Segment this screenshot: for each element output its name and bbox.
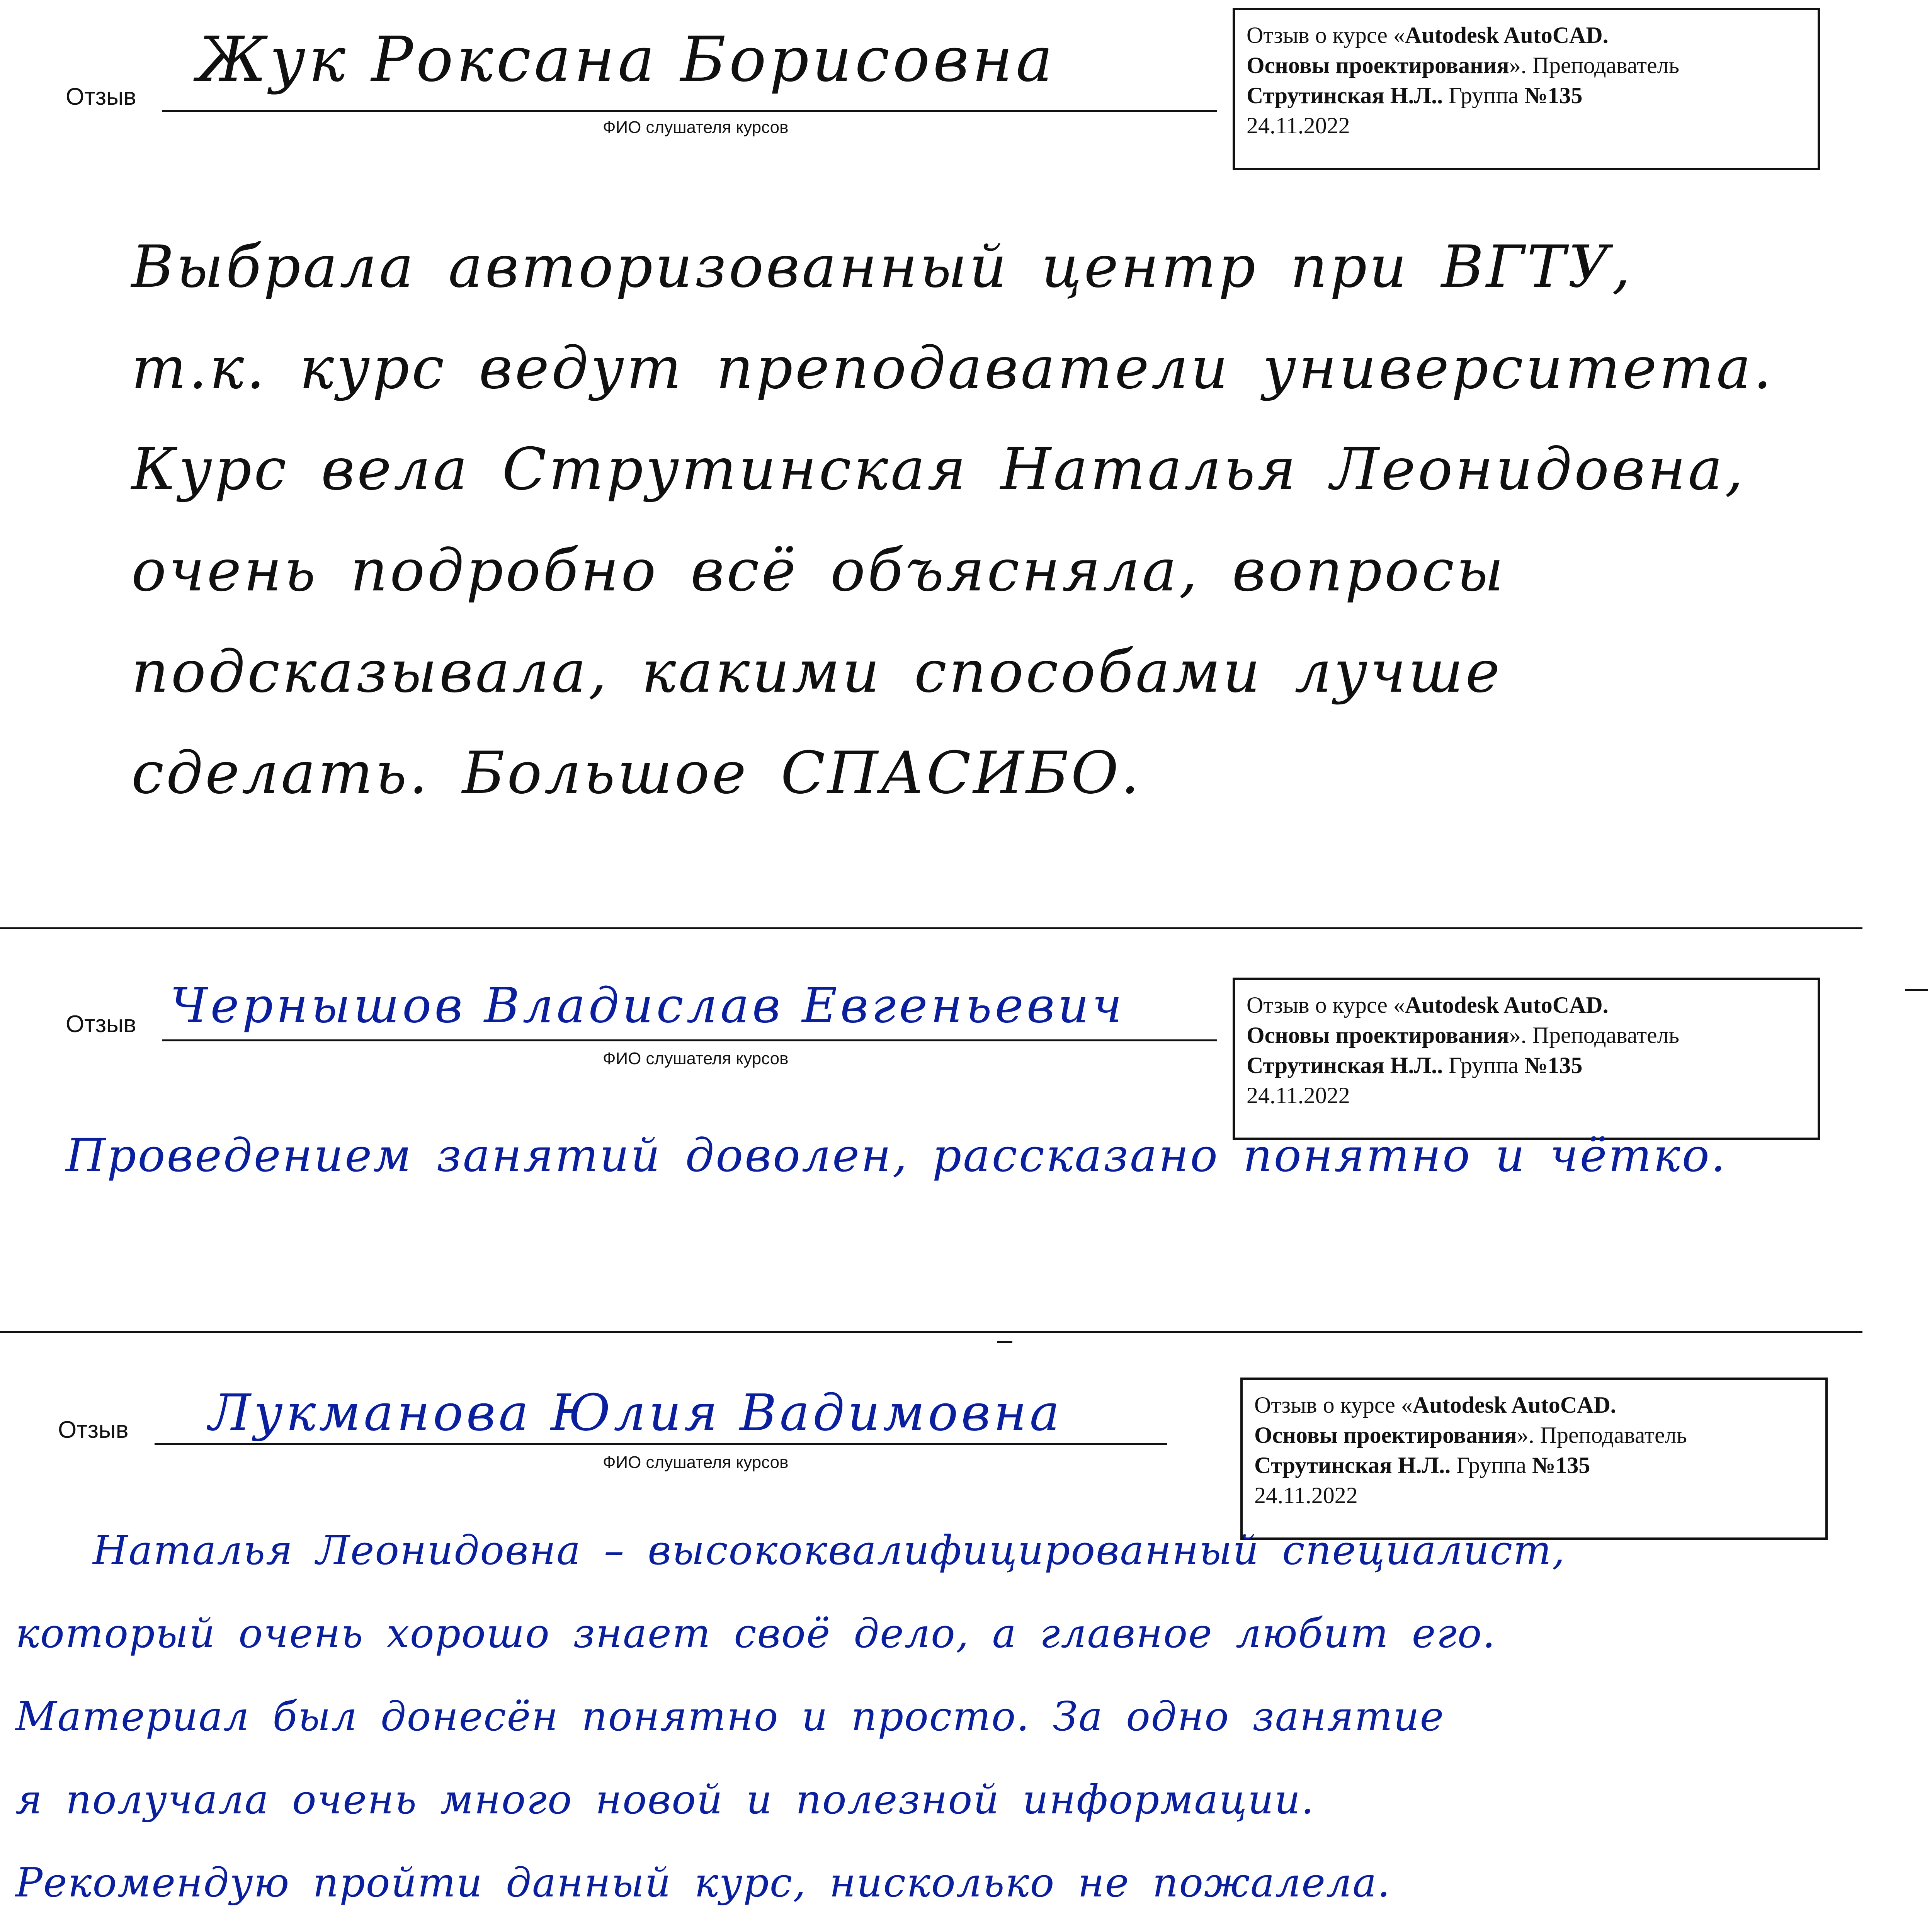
student-name: Чернышов Владислав Евгеньевич — [170, 978, 1125, 1034]
name-caption: ФИО слушателя курсов — [603, 1453, 789, 1472]
review-line: очень подробно всё объясняла, вопросы — [131, 537, 1506, 604]
course-stamp: Отзыв о курсе «Autodesk AutoCAD. Основы проектирования». Преподаватель Струтинская Н.Л.. Группа №135 24.11.2022 — [1240, 1378, 1828, 1540]
review-label: Отзыв — [66, 83, 136, 110]
name-caption: ФИО слушателя курсов — [603, 118, 789, 137]
name-caption: ФИО слушателя курсов — [603, 1049, 789, 1068]
course-stamp: Отзыв о курсе «Autodesk AutoCAD. Основы проектирования». Преподаватель Струтинская Н.Л.. Группа №135 24.11.2022 — [1233, 8, 1820, 170]
review-label: Отзыв — [66, 1011, 136, 1037]
scan-mark — [997, 1341, 1012, 1343]
review-label: Отзыв — [58, 1417, 129, 1443]
review-line: Рекомендую пройти данный курс, нисколько не пожалела. — [15, 1859, 1391, 1906]
section-divider — [0, 927, 1862, 929]
review-line: Проведением занятий доволен, рассказано понятно и чётко. — [66, 1129, 1727, 1182]
section-divider — [0, 1331, 1862, 1333]
course-stamp: Отзыв о курсе «Autodesk AutoCAD. Основы проектирования». Преподаватель Струтинская Н.Л.. Группа №135 24.11.2022 — [1233, 978, 1820, 1140]
student-name: Жук Роксана Борисовна — [197, 23, 1056, 95]
review-line: Материал был донесён понятно и просто. За одно занятие — [15, 1693, 1445, 1740]
name-underline — [162, 110, 1217, 112]
review-text — [66, 1117, 1727, 1194]
student-name: Лукманова Юлия Вадимовна — [209, 1383, 1063, 1442]
review-line: Курс вела Струтинская Наталья Леонидовна, — [131, 436, 1746, 503]
name-underline — [155, 1443, 1167, 1445]
review-line: Выбрала авторизованный центр при ВГТУ, — [131, 233, 1633, 301]
review-line: который очень хорошо знает своё дело, а главное любит его. — [15, 1610, 1496, 1657]
scan-mark — [1905, 989, 1928, 991]
review-line: т.к. курс ведут преподаватели университета. — [131, 335, 1774, 402]
review-line: Наталья Леонидовна – высококвалифицированный специалист, — [93, 1527, 1566, 1574]
name-underline — [162, 1039, 1217, 1041]
review-line: подсказывала, какими способами лучше — [131, 638, 1502, 706]
review-text — [15, 1509, 1566, 1924]
review-text — [131, 216, 1774, 824]
review-line: я получала очень много новой и полезной информации. — [15, 1776, 1315, 1823]
review-line: сделать. Большое СПАСИБО. — [131, 740, 1142, 807]
